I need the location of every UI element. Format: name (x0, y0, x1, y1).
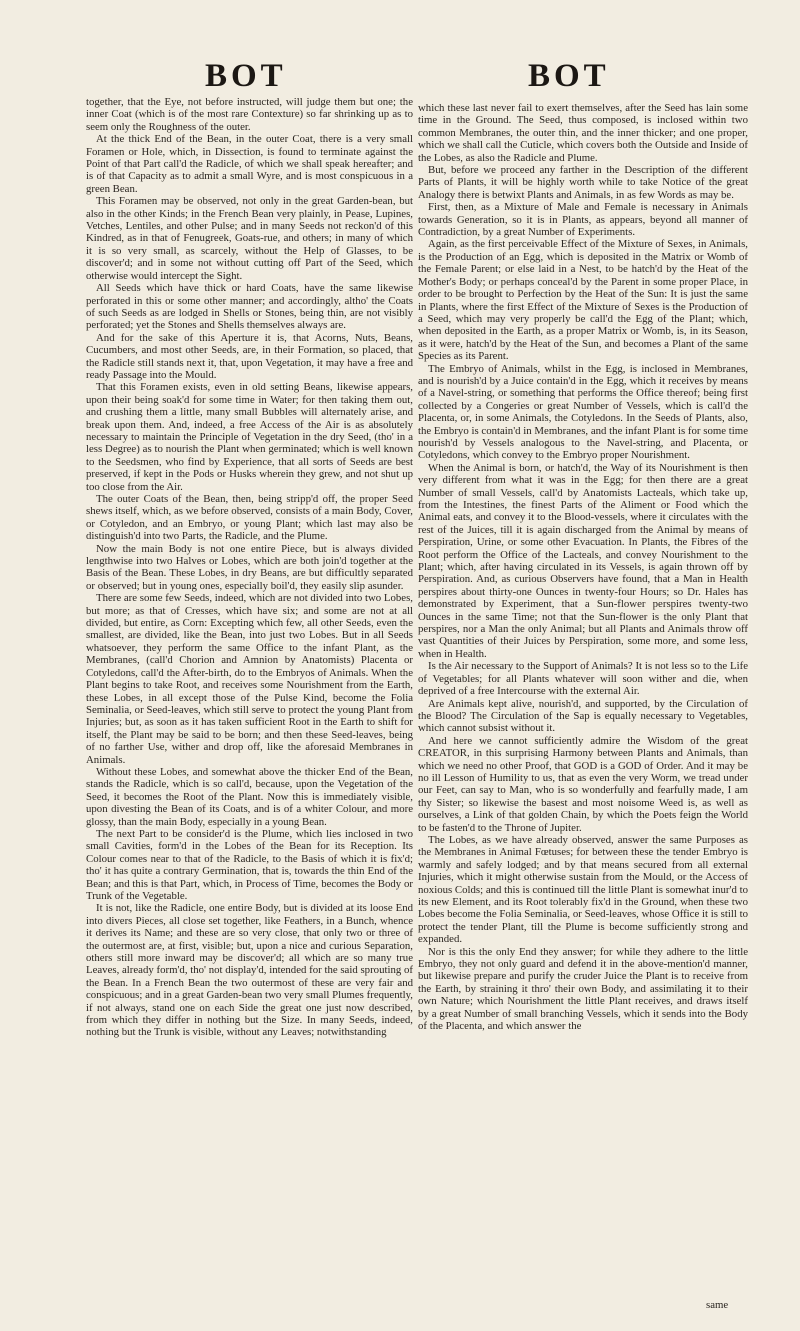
text-column-left (86, 96, 413, 1039)
paragraph: Now the main Body is not one entire Piece, but is always divided lengthwise into two Halves or Lobes, which are both join'd together at the Basis of the Bean. These Lobes, in dry Beans, are but difficultly separated or observed; but in young ones, especially boil'd, they easily slip asunder. (86, 542, 413, 592)
paragraph: First, then, as a Mixture of Male and Female is necessary in Animals towards Generation, so it is in Plants, as appears, beyond all manner of Contradiction, by a great Number of Experiments. (418, 201, 748, 239)
paragraph: That this Foramen exists, even in old setting Beans, likewise appears, upon their being soak'd for some time in Water; for then taking them out, and crushing them a little, many small Bubbles will alternately arise, and break upon them. And, indeed, a free Access of the Air is as absolutely necessary to maintain the Principle of Vegetation in the dry Seed, (tho' in a less Degree) as to nourish the Plant when germinated; which is well known to the Seedsmen, who find by Experience, that all sorts of Seeds are best preserved, if kept in the Pods or Husks wherein they grew, and not shut up too close from the Air. (86, 381, 413, 493)
catchword: same (706, 1299, 729, 1311)
paragraph: The outer Coats of the Bean, then, being stripp'd off, the proper Seed shews itself, which, as we before observed, consists of a main Body, Cover, or Cotyledon, and an Embryo, or young Plant; which last may also be distinguish'd into two Parts, the Radicle, and the Plume. (86, 493, 413, 543)
paragraph: together, that the Eye, not before instructed, will judge them but one; the inner Coat (which is of the most rare Contexture) so far shrinking up as to seem only the Roughness of the outer. (86, 96, 413, 133)
paragraph: But, before we proceed any farther in the Description of the different Parts of Plants, it will be highly worth while to take Notice of the great Analogy there is betwixt Plants and Animals, in as few Words as may be. (418, 164, 748, 201)
paragraph: The Embryo of Animals, whilst in the Egg, is inclosed in Membranes, and is nourish'd by a Juice contain'd in the Egg, which it receives by means of a Navel-string, or something that performs the Office thereof; being first collected by a Congeries or great Number of Vessels, which is call'd the Placenta, or, in some Animals, the Cotyledons. In the Seeds of Plants, also, the Embryo is contain'd in Membranes, and the infant Plant is for some time nourish'd by Vessels analogous to the Navel-string, and Placenta, or Cotyledons, which convey to the Embryo proper Nourishment. (418, 362, 748, 462)
text-column-right (418, 102, 748, 1032)
paragraph: Nor is this the only End they answer; for while they adhere to the little Embryo, they not only guard and defend it in the above-mention'd manner, but likewise prepare and purify the cruder Juice the Plant is to receive from the Earth, by straining it thro' their own Body, and assimilating it to their own Nature; which Nourishment the little Plant receives, and draws itself by a great Number of small branching Vessels, which it sends into the Body of the Placenta, and which answer the (418, 945, 748, 1033)
paragraph: There are some few Seeds, indeed, which are not divided into two Lobes, but more; as that of Cresses, which have six; and some are not at all divided, but entire, as Corn: Excepting which few, all other Seeds, even the smallest, are divided, like the Bean, into just two Lobes. But in all Seeds whatsoever, they perform the same Office to the infant Plant, as the Membranes, (call'd Chorion and Amnion by Anatomists) Placenta or Cotyledons, call'd the After-birth, do to the Embryos of Animals. When the Plant begins to take Root, and receives some Nourishment from the Earth, these Lobes, in all except those of the Pulse Kind, become the Folia Seminalia, or Seed-leaves, which still serve to protect the young Plant from Injuries; but, as soon as it has taken sufficient Root in the Earth to shift for itself, the Plant may be said to be born; and then these Seed-leaves, being of no farther Use, wither and drop off, like the aforesaid Membranes in Animals. (86, 592, 413, 766)
paragraph: which these last never fail to exert themselves, after the Seed has lain some time in the Ground. The Seed, thus composed, is inclosed within two common Membranes, the outer thin, and the inner thicker; and one proper, which we shall call the Cuticle, which covers both the Outside and Inside of the Lobes, as also the Radicle and Plume. (418, 102, 748, 164)
paragraph: Without these Lobes, and somewhat above the thicker End of the Bean, stands the Radicle, which is so call'd, because, upon the Vegetation of the Seed, it becomes the Root of the Plant. Now this is immediately visible, upon divesting the Bean of its Coats, and is of a whiter Colour, and more glossy, than the main Body, especially in a young Bean. (86, 765, 413, 828)
paragraph: Are Animals kept alive, nourish'd, and supported, by the Circulation of the Blood? The Circulation of the Sap is equally necessary to Vegetables, which cannot subsist without it. (418, 697, 748, 735)
paragraph: Again, as the first perceivable Effect of the Mixture of Sexes, in Animals, is the Production of an Egg, which is deposited in the Matrix or Womb of the Female Parent; or else laid in a Nest, to be hatch'd by the Heat of the Mother's Body; or perhaps conceal'd by the Parent in some proper Place, in order to be brought to Perfection by the Heat of the Sun: It is just the same in Plants, where the first Effect of the Mixture of Sexes is the Production of a Seed, which may very properly be call'd the Egg of the Plant; which, when deposited in the Earth, as a proper Matrix or Womb, is, in its Season, as it were, hatch'd by the Heat of the Sun, and becomes a Plant of the same Species as its Parent. (418, 238, 748, 363)
paragraph: All Seeds which have thick or hard Coats, have the same likewise perforated in this or some other manner; and accordingly, altho' the Coats of such Seeds as are lodged in Shells or Stones, being thin, are not visibly perforated; yet the Stones and Shells themselves always are. (86, 282, 413, 332)
paragraph: The Lobes, as we have already observed, answer the same Purposes as the Membranes in Animal Fœtuses; for between these the tender Embryo is warmly and safely lodged; and by that means secured from all external Injuries, which it might otherwise sustain from the Mould, or the Access of noxious Colds; and this is continued till the little Plant is somewhat inur'd to its new Element, and its Root tolerably fix'd in the Ground, when these two Lobes become the Folia Seminalia, or Seed-leaves, whose Office it is still to protect the tender Plant, till the Plume is become sufficiently strong and expanded. (418, 833, 748, 946)
running-head-left: BOT (205, 58, 287, 94)
paragraph: When the Animal is born, or hatch'd, the Way of its Nourishment is then very different from what it was in the Egg; for then there are a great Number of small Vessels, call'd by Anatomists Lacteals, which take up, from the Intestines, the finest Parts of the Aliment or Food which the Animal eats, and convey it to the Blood-vessels, where it circulates with the rest of the Juices, till it is again discharged from the Animal by means of Perspiration, Urine, or some other Evacuation. In Plants, the Fibres of the Root perform the Office of the Lacteals, and convey Nourishment to the Plant; which, after having circulated in its Vessels, is again thrown off by Perspiration. And, as curious Observers have found, that a Man in Health perspires about thirty-one Ounces in twenty-four Hours; so Dr. Hales has demonstrated by Experiment, that a Sun-flower perspires twenty-two Ounces in the same Time; not that the Sun-flower is the only Plant that perspires, nor a Man the only Animal; but all Plants and Animals throw off vast Quantities of their Juices by Perspiration, some more, and some less, when in Health. (418, 461, 748, 660)
paragraph: At the thick End of the Bean, in the outer Coat, there is a very small Foramen or Hole, which, in Dissection, is found to terminate against the Point of that Part call'd the Radicle, of which we shall speak hereafter; and is of that Capacity as to admit a small Wyre, and is most conspicuous in a green Bean. (86, 133, 413, 195)
paragraph: The next Part to be consider'd is the Plume, which lies inclosed in two small Cavities, form'd in the Lobes of the Bean for its Reception. Its Colour comes near to that of the Radicle, to the Basis of which it is fix'd; tho' it has quite a contrary Germination, that is, towards the thin End of the Bean; and this is that Part, which, in Process of Time, becomes the Body or Trunk of the Vegetable. (86, 827, 413, 902)
paragraph: And for the sake of this Aperture it is, that Acorns, Nuts, Beans, Cucumbers, and most other Seeds, are, in their Formation, so placed, that the Radicle still stands next it, that, upon Vegetation, it may have a free and ready Passage into the Mould. (86, 331, 413, 381)
running-head-right: BOT (528, 58, 610, 94)
paragraph: This Foramen may be observed, not only in the great Garden-bean, but also in the other Kinds; in the French Bean very plainly, in Pease, Lupines, Vetches, Lentiles, and other Pulse; and in many Seeds not reckon'd of this Kindred, as in that of Fenugreek, Goats-rue, and others; in many of which it is so very small, as scarcely, without the Help of Glasses, to be discover'd; and in some not without cutting off Part of the Seed, which otherwise would intercept the Sight. (86, 195, 413, 282)
paragraph: And here we cannot sufficiently admire the Wisdom of the great CREATOR, in this surprising Harmony between Plants and Animals, than which we need no other Proof, that GOD is a GOD of Order. And it may be no ill Lesson of Humility to us, that as even the very Worm, we tread under our Feet, can say to Man, who is so wonderfully and fearfully made, I am thy Sister; so likewise the basest and most noisome Weed is, as well as ourselves, a Link of that golden Chain, by which the Poets feign the World to be fasten'd to the Throne of Jupiter. (418, 734, 748, 834)
paragraph: Is the Air necessary to the Support of Animals? It is not less so to the Life of Vegetables; for all Plants whatever will soon wither and die, when deprived of a free Intercourse with the external Air. (418, 660, 748, 698)
paragraph: It is not, like the Radicle, one entire Body, but is divided at its loose End into divers Pieces, all close set together, like Feathers, in a Bunch, whence it derives its Name; and these are so very close, that only two or three of the outermost are, at first, visible; but, upon a nice and curious Separation, others still more inward may be discover'd; all which are so many true Leaves, already form'd, tho' not display'd, intended for the said sprouting of the Bean. In a French Bean the two outermost of these are very fair and conspicuous; and in a great Garden-bean two very small Plumes frequently, if not always, stand one on each Side the great one just now described, from which they differ in nothing but the Size. In many Seeds, indeed, nothing but the Trunk is visible, without any Leaves; notwithstanding (86, 902, 413, 1039)
